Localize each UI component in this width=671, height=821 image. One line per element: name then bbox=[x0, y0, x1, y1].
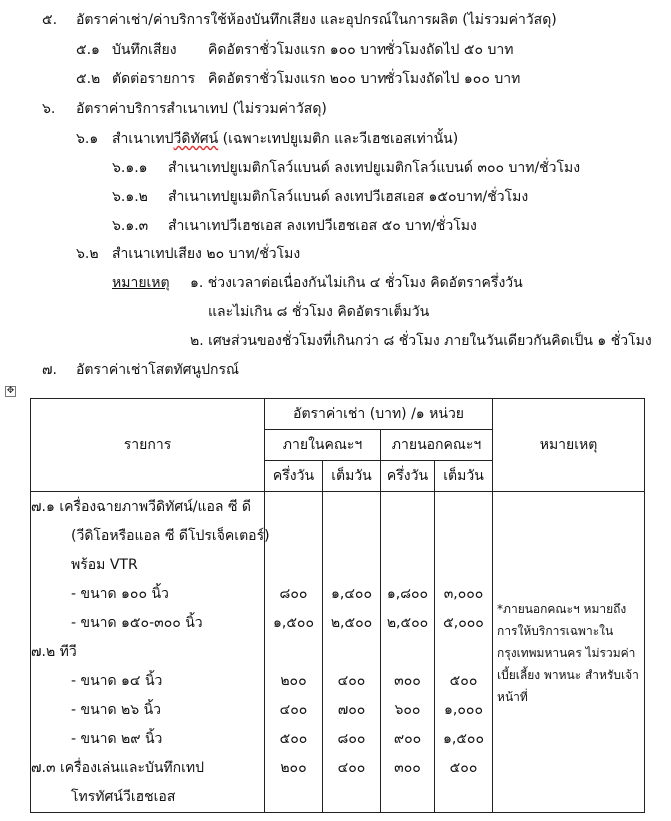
item-6-1-1 bbox=[112, 159, 580, 177]
item-6-1 bbox=[76, 130, 458, 148]
table-row-item: ๗.๓ เครื่องเล่นและบันทึกเทป bbox=[31, 759, 205, 776]
item-5-2-number: ๕.๒ bbox=[76, 71, 101, 87]
header-external-full-day: เต็มวัน bbox=[435, 461, 493, 492]
section-7-number: ๗. bbox=[42, 362, 57, 378]
item-6-1-text-c: (เฉพาะเทปยูเมติก และวีเฮชเอสเท่านั้น) bbox=[218, 131, 459, 147]
table-cell: ๑,๔๐๐ bbox=[330, 585, 373, 602]
table-cell bbox=[265, 783, 322, 812]
table-row-item: - ขนาด ๑๔ นิ้ว bbox=[71, 672, 163, 689]
table-cell: ๓,๐๐๐ bbox=[443, 585, 484, 602]
section-5-title: อัตราค่าเช่า/ค่าบริการใช้ห้องบันทึกเสียง และอุปกรณ์ในการผลิต (ไม่รวมค่าวัสดุ) bbox=[76, 12, 557, 28]
table-cell: ๑,๐๐๐ bbox=[444, 701, 484, 718]
table-cell bbox=[435, 551, 492, 580]
table-cell bbox=[435, 783, 492, 812]
item-5-1 bbox=[76, 41, 513, 59]
table-cell: ๙๐๐ bbox=[393, 730, 422, 747]
item-6-1-3-text: สำเนาเทปวีเฮชเอส ลงเทปวีเฮชเอส ๕๐ บาท/ชั่วโมง bbox=[168, 218, 477, 234]
section-7-title: อัตราค่าเช่าโสตทัศนูปกรณ์ bbox=[76, 362, 239, 378]
item-6-1-text-b: วีดิทัศน์ bbox=[173, 131, 219, 147]
item-6-1-1-text: สำเนาเทปยูเมติกโลว์แบนด์ ลงเทปยูเมติกโลว์แบนด์ ๓๐๐ บาท/ชั่วโมง bbox=[168, 160, 581, 176]
header-internal: ภายในคณะฯ bbox=[265, 430, 381, 461]
table-cell bbox=[381, 493, 434, 522]
header-external-half-day: ครึ่งวัน bbox=[381, 461, 435, 492]
internal-full-day-column bbox=[323, 492, 381, 813]
table-cell: ๒,๕๐๐ bbox=[386, 614, 429, 631]
item-6-1-text-a: สำเนาเทป bbox=[112, 131, 174, 147]
table-cell: ๕๐๐ bbox=[449, 672, 478, 689]
table-row-item: - ขนาด ๒๖ นิ้ว bbox=[71, 701, 162, 718]
table-cell: ๑,๕๐๐ bbox=[443, 730, 485, 747]
table-cell: ๒๐๐ bbox=[280, 672, 307, 689]
table-row-item: (วีดิโอหรือแอล ซี ดีโปรเจ็คเตอร์) bbox=[71, 527, 270, 544]
rental-rate-table bbox=[30, 398, 645, 813]
remark-line-3: ๒. เศษส่วนของชั่วโมงที่เกินกว่า ๘ ชั่วโมง ภายในวันเดียวกันคิดเป็น ๑ ชั่วโมง bbox=[190, 333, 652, 349]
section-6-heading bbox=[42, 100, 327, 118]
table-cell bbox=[323, 551, 380, 580]
item-6-1-1-number: ๖.๑.๑ bbox=[112, 160, 148, 176]
item-6-1-3-number: ๖.๑.๓ bbox=[112, 218, 149, 234]
table-cell: ๖๐๐ bbox=[394, 701, 421, 718]
item-5-1-number: ๕.๑ bbox=[76, 42, 100, 58]
table-cell bbox=[435, 638, 492, 667]
table-cell: ๑,๘๐๐ bbox=[386, 585, 429, 602]
table-cell bbox=[381, 522, 434, 551]
item-5-2-name: ตัดต่อรายการ bbox=[112, 71, 196, 87]
remark-line-1-text: ๑. ช่วงเวลาต่อเนื่องกันไม่เกิน ๔ ชั่วโมง คิดอัตราครึ่งวัน bbox=[190, 275, 523, 291]
section-5-heading bbox=[42, 11, 557, 29]
table-row-item: - ขนาด ๑๐๐ นิ้ว bbox=[71, 585, 169, 602]
table-cell bbox=[323, 638, 380, 667]
header-remark: หมายเหตุ bbox=[493, 399, 645, 492]
item-5-1-rate: คิดอัตราชั่วโมงแรก ๑๐๐ บาท bbox=[208, 42, 387, 58]
item-6-2 bbox=[76, 245, 300, 263]
table-move-handle-icon[interactable]: ✥ bbox=[6, 386, 15, 396]
table-cell bbox=[381, 551, 434, 580]
item-6-1-2 bbox=[112, 188, 528, 206]
items-column bbox=[31, 492, 270, 813]
item-5-1-next: ชั่วโมงถัดไป ๕๐ บาท bbox=[385, 42, 514, 58]
table-cell bbox=[323, 522, 380, 551]
item-6-2-number: ๖.๒ bbox=[76, 246, 99, 262]
remark-line-1 bbox=[112, 274, 523, 292]
section-5-number: ๕. bbox=[42, 12, 58, 28]
table-cell: ๘๐๐ bbox=[337, 730, 366, 747]
table-cell bbox=[435, 522, 492, 551]
table-cell bbox=[323, 783, 380, 812]
item-5-2 bbox=[76, 70, 520, 88]
item-6-1-3 bbox=[112, 217, 477, 235]
section-6-number: ๖. bbox=[42, 101, 56, 117]
table-cell: ๘๐๐ bbox=[279, 585, 308, 602]
table-cell bbox=[323, 493, 380, 522]
item-5-2-rate: คิดอัตราชั่วโมงแรก ๒๐๐ บาท bbox=[208, 71, 387, 87]
table-cell: ๗๐๐ bbox=[337, 701, 366, 718]
table-cell: ๓๐๐ bbox=[394, 759, 421, 776]
table-cell bbox=[381, 783, 434, 812]
external-half-day-column bbox=[381, 492, 435, 813]
header-item: รายการ bbox=[31, 399, 265, 492]
table-cell: ๔๐๐ bbox=[337, 672, 366, 689]
table-cell: ๔๐๐ bbox=[279, 701, 308, 718]
table-cell bbox=[265, 493, 322, 522]
table-cell: ๓๐๐ bbox=[394, 672, 421, 689]
table-cell bbox=[435, 493, 492, 522]
table-cell bbox=[381, 638, 434, 667]
item-5-2-next: ชั่วโมงถัดไป ๑๐๐ บาท bbox=[385, 71, 521, 87]
item-6-1-number: ๖.๑ bbox=[76, 131, 99, 147]
header-rate-group: อัตราค่าเช่า (บาท) /๑ หน่วย bbox=[265, 399, 493, 430]
table-remark-text: *ภายนอกคณะฯ หมายถึง การให้บริการเฉพาะในกรุงเทพมหานคร ไม่รวมค่าเบี้ยเลี้ยง พาหนะ สำหรับเจ้าหน้าที่ bbox=[497, 602, 639, 704]
item-5-1-name: บันทึกเสียง bbox=[112, 42, 177, 58]
item-6-1-2-text: สำเนาเทปยูเมติกโลว์แบนด์ ลงเทปวีเฮสเอส ๑๕๐บาท/ชั่วโมง bbox=[168, 189, 529, 205]
header-internal-half-day: ครึ่งวัน bbox=[265, 461, 323, 492]
table-cell: ๕๐๐ bbox=[279, 730, 308, 747]
table-cell: ๒๐๐ bbox=[280, 759, 307, 776]
remark-column bbox=[493, 492, 645, 813]
table-cell: ๕,๐๐๐ bbox=[443, 614, 484, 631]
internal-half-day-column bbox=[265, 492, 323, 813]
table-row-item: ๗.๑ เครื่องฉายภาพวีดิทัศน์/แอล ซี ดี bbox=[31, 498, 252, 515]
header-external: ภายนอกคณะฯ bbox=[381, 430, 493, 461]
remark-label: หมายเหตุ bbox=[112, 275, 170, 291]
header-internal-full-day: เต็มวัน bbox=[323, 461, 381, 492]
remark-line-2: และไม่เกิน ๘ ชั่วโมง คิดอัตราเต็มวัน bbox=[208, 304, 430, 320]
section-7-heading bbox=[42, 361, 239, 379]
table-row-item: - ขนาด ๒๙ นิ้ว bbox=[71, 730, 163, 747]
table-cell: ๑,๕๐๐ bbox=[272, 614, 315, 631]
table-row-item: พร้อม VTR bbox=[71, 556, 138, 573]
external-full-day-column bbox=[435, 492, 493, 813]
table-cell: ๔๐๐ bbox=[337, 759, 366, 776]
section-6-title: อัตราค่าบริการสำเนาเทป (ไม่รวมค่าวัสดุ) bbox=[76, 101, 327, 117]
item-6-1-2-number: ๖.๑.๒ bbox=[112, 189, 148, 205]
table-row-item: ๗.๒ ทีวี bbox=[31, 643, 77, 660]
table-cell: ๒,๕๐๐ bbox=[330, 614, 373, 631]
table-cell: ๕๐๐ bbox=[449, 759, 478, 776]
table-cell bbox=[265, 522, 322, 551]
table-row-item: โทรทัศน์วีเฮชเอส bbox=[71, 788, 176, 805]
item-6-2-text: สำเนาเทปเสียง ๒๐ บาท/ชั่วโมง bbox=[112, 246, 301, 262]
table-cell bbox=[265, 638, 322, 667]
table-cell bbox=[265, 551, 322, 580]
table-row-item: - ขนาด ๑๕๐-๓๐๐ นิ้ว bbox=[71, 614, 203, 631]
